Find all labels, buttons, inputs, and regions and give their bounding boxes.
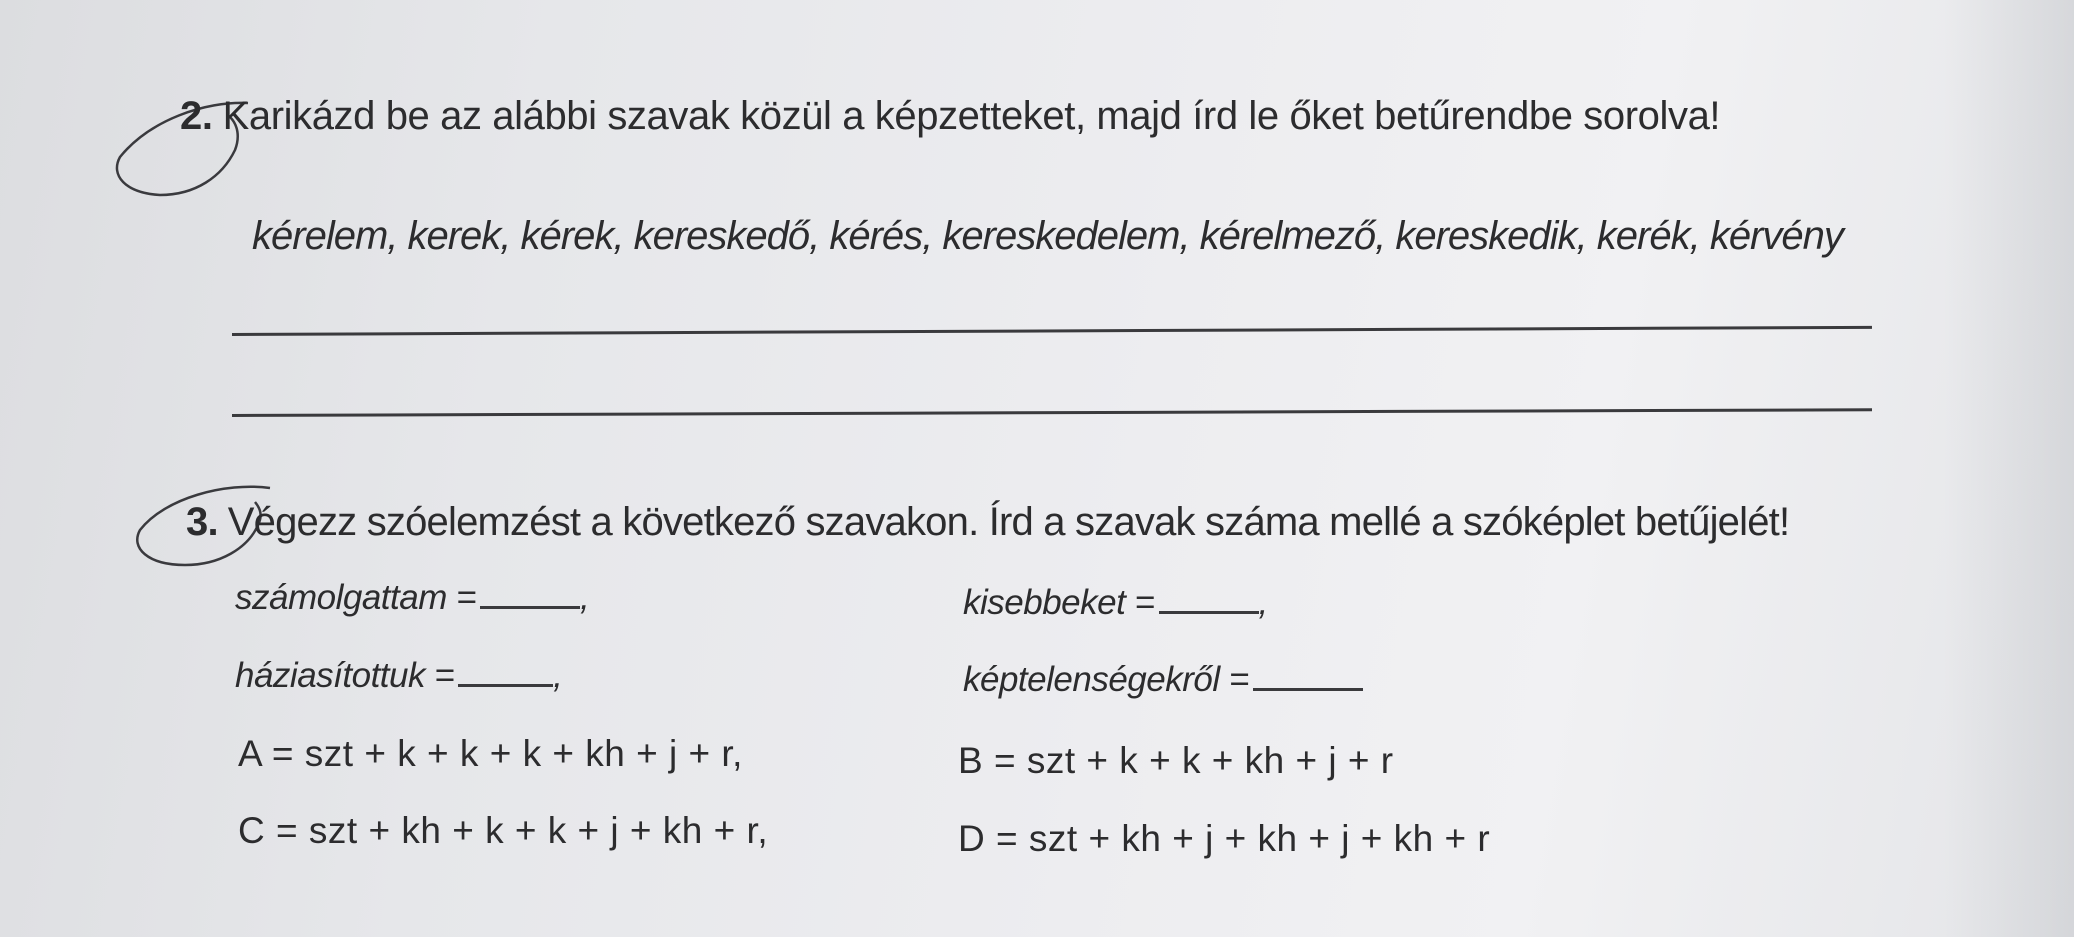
item-word: képtelenségekről = [963, 660, 1249, 699]
analysis-item-2: kisebbeket = , [963, 583, 1268, 622]
answer-blank-4[interactable] [1253, 688, 1363, 691]
formula-b: B = szt + k + k + kh + j + r [958, 740, 1394, 781]
answer-line-1[interactable] [232, 326, 1872, 336]
answer-blank-2[interactable] [1159, 611, 1259, 614]
task-2-heading [180, 94, 1720, 139]
task-3-number: 3. [186, 500, 218, 544]
formula-d: D = szt + kh + j + kh + j + kh + r [958, 818, 1491, 859]
analysis-item-3: háziasítottuk = , [235, 656, 563, 695]
answer-line-2[interactable] [232, 408, 1872, 417]
analysis-item-4 [963, 660, 1363, 700]
item-word: számolgattam = [235, 578, 477, 617]
task-3-heading [186, 500, 1789, 545]
task-2-number: 2. [180, 94, 213, 138]
task-2-instruction: Karikázd be az alábbi szavak közül a képzetteket, majd írd le őket betűrendbe sorolva! [222, 94, 1721, 138]
answer-blank-3[interactable] [458, 684, 553, 687]
page-edge-shadow [1944, 0, 2074, 937]
item-word: háziasítottuk = [235, 656, 455, 695]
analysis-item-1: számolgattam = , [235, 578, 590, 617]
task-2-word-list: kérelem, kerek, kérek, kereskedő, kérés, kereskedelem, kérelmező, kereskedik, kerék, kérvény [252, 214, 1843, 258]
item-word: kisebbeket = [963, 583, 1155, 622]
formula-a: A = szt + k + k + k + kh + j + r, [238, 733, 743, 774]
answer-blank-1[interactable] [480, 606, 580, 609]
task-3-instruction: Végezz szóelemzést a következő szavakon. Írd a szavak száma mellé a szóképlet betűjelét! [227, 500, 1790, 544]
formula-c: C = szt + kh + k + k + j + kh + r, [238, 810, 769, 851]
